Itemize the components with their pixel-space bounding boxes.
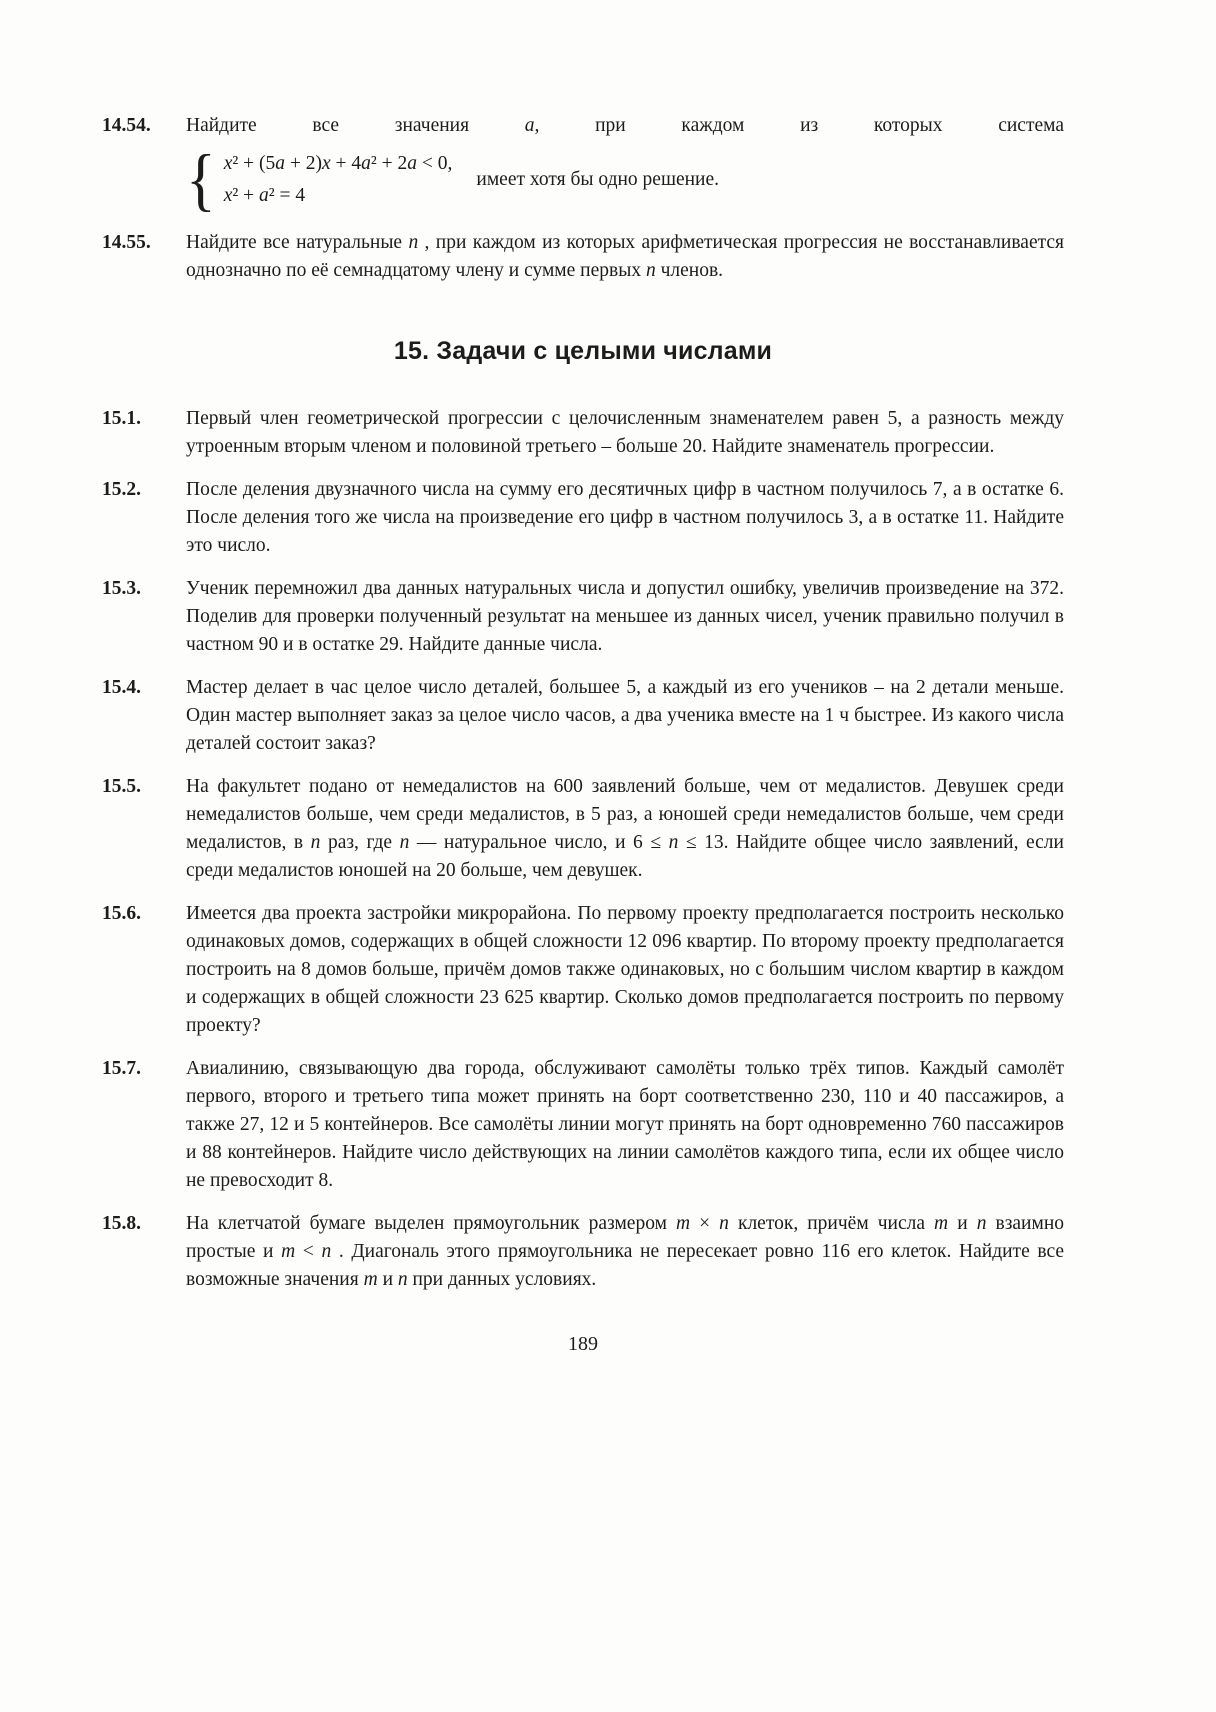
text-run: Авиалинию, связывающую два города, обслуживают самолёты только трёх типов. Каждый самолёт первого, второго и третьего типа может принять на борт соответственно 230, 110 и 40 пассажиров, а также 27, 12 и 5 контейнеров. Все самолёты линии могут принять на борт одновременно 760 пассажиров и 88 контейнеров. Найдите число действующих на линии самолётов каждого типа, если их общее число не превосходит 8. <box>186 1058 1064 1191</box>
text-run: ≤ 13. Найдите общее число заявлений, если среди медалистов юношей на 20 больше, чем девушек. <box>186 832 1064 881</box>
text-run: < 0, <box>417 153 453 174</box>
variable-text: n <box>399 832 410 853</box>
system-lines <box>224 148 453 212</box>
problem-number: 15.8. <box>102 1213 141 1234</box>
text-run: — натуральное число, и 6 ≤ <box>409 832 669 853</box>
problem-item <box>102 1210 1064 1294</box>
problem-item <box>102 405 1064 461</box>
problem-item <box>102 229 1064 285</box>
text-run: , при каждом из которых арифметическая прогрессия не восстанавливается однозначно по её семнадцатому члену и сумме первых <box>186 232 1064 281</box>
text-run: + 4 <box>330 153 362 174</box>
variable-text: a <box>361 153 371 174</box>
text-run: × <box>690 1213 720 1234</box>
variable-text: m <box>675 1213 691 1234</box>
variable-text: m <box>363 1269 378 1290</box>
text-run: + 2) <box>285 153 323 174</box>
text-run: Найдите все значения <box>186 115 525 136</box>
variable-text: x <box>322 153 331 174</box>
text-run: и <box>948 1213 977 1234</box>
text-run: ² = 4 <box>268 185 306 206</box>
text-run: < <box>295 1241 322 1262</box>
problem-number: 15.2. <box>102 479 141 500</box>
problem-item <box>102 773 1064 885</box>
variable-text: n <box>645 260 656 281</box>
problem-text <box>186 1055 1064 1195</box>
problem-number: 14.54. <box>102 115 151 136</box>
text-run: Ученик перемножил два данных натуральных числа и допустил ошибку, увеличив произведение на 372. Поделив для проверки полученный результат на меньшее из данных чисел, ученик правильно получил в частном 90 и в остатке 29. Найдите данные числа. <box>186 578 1064 655</box>
text-run: Имеется два проекта застройки микрорайона. По первому проекту предполагается построить несколько одинаковых домов, содержащих в общей сложности 12 096 квартир. По второму проекту предполагается построить на 8 домов больше, причём домов также одинаковых, но с большим числом квартир в каждом и содержащих в общей сложности 23 625 квартир. Сколько домов предполагается построить по первому проекту? <box>186 903 1064 1036</box>
page-number: 189 <box>568 1333 598 1355</box>
variable-text: n <box>310 832 321 853</box>
system-line <box>224 148 453 180</box>
text-run: ² + (5 <box>232 153 276 174</box>
problem-item <box>102 900 1064 1040</box>
intro-line <box>186 112 1064 140</box>
text-run: раз, где <box>320 832 400 853</box>
section-heading: 15. Задачи с целыми числами <box>393 337 773 365</box>
equation-system <box>186 141 1064 219</box>
variable-text: m <box>934 1213 949 1234</box>
problem-number: 15.3. <box>102 578 141 599</box>
problem-number: 14.55. <box>102 232 151 253</box>
variable-text: n <box>397 1269 408 1290</box>
problem-text <box>186 674 1064 758</box>
problem-text <box>186 1210 1064 1294</box>
text-run: На клетчатой бумаге выделен прямоугольник размером <box>186 1213 676 1234</box>
variable-text: x <box>223 185 233 206</box>
text-run: при данных условиях. <box>407 1269 597 1290</box>
variable-text: m <box>281 1241 296 1262</box>
text-run: На факультет подано от немедалистов на 600 заявлений больше, чем от медалистов. Девушек среди немедалистов больше, чем среди медалистов, в 5 раз, а юношей среди немедалистов больше, чем среди медалистов, в <box>186 776 1064 853</box>
text-run: После деления двузначного числа на сумму его десятичных цифр в частном получилось 7, а в остатке 6. После деления того же числа на произведение его цифр в частном получилось 3, а в остатке 11. Найдите это число. <box>186 479 1064 556</box>
text-run: ² + <box>232 185 260 206</box>
variable-text: a <box>275 153 286 174</box>
problems-list-top <box>102 112 1064 285</box>
problem-item <box>102 1055 1064 1195</box>
problem-number: 15.4. <box>102 677 141 698</box>
system-line <box>224 180 453 212</box>
variable-text: n <box>719 1213 729 1234</box>
problem-number: 15.7. <box>102 1058 141 1079</box>
text-run: ² + 2 <box>370 153 408 174</box>
variable-text: n <box>976 1213 987 1234</box>
system-tail: имеет хотя бы одно решение. <box>476 169 720 190</box>
variable-text: a <box>407 153 418 174</box>
text-run: взаимно простые и <box>186 1213 1065 1262</box>
problem-text <box>186 900 1064 1040</box>
variable-text: a <box>259 185 269 206</box>
problem-text <box>186 476 1064 560</box>
text-run: , при каждом из которых система <box>534 115 1064 136</box>
variable-text: x <box>223 153 233 174</box>
variable-text: n <box>668 832 679 853</box>
variable-text: n <box>408 232 419 253</box>
problem-text <box>186 112 1064 219</box>
problem-number: 15.6. <box>102 903 141 924</box>
text-run: Первый член геометрической прогрессии с целочисленным знаменателем равен 5, а разность между утроенным вторым членом и половиной третьего – больше 20. Найдите знаменатель прогрессии. <box>186 408 1064 457</box>
variable-text: n <box>321 1241 332 1262</box>
text-run: . Диагональ этого прямоугольника не пересекает ровно 116 его клеток. Найдите все возможные значения <box>186 1241 1065 1290</box>
problem-text <box>186 405 1064 461</box>
problem-number: 15.5. <box>102 776 141 797</box>
problem-item <box>102 476 1064 560</box>
problem-text <box>186 229 1064 285</box>
text-run: членов. <box>655 260 724 281</box>
problem-number: 15.1. <box>102 408 141 429</box>
variable-text: a <box>524 115 535 136</box>
text-run: и <box>377 1269 398 1290</box>
problem-item <box>102 674 1064 758</box>
text-run: клеток, причём числа <box>728 1213 935 1234</box>
problem-text <box>186 575 1064 659</box>
text-run: Мастер делает в час целое число деталей, большее 5, а каждый из его учеников – на 2 детали меньше. Один мастер выполняет заказ за целое число часов, а два ученика вместе на 1 ч быстрее. Из какого числа деталей состоит заказ? <box>186 677 1064 754</box>
problem-item <box>102 112 1064 219</box>
problem-text <box>186 773 1064 885</box>
problems-list <box>102 405 1064 1294</box>
system-brace: { <box>186 141 216 219</box>
text-run: Найдите все натуральные <box>186 232 409 253</box>
problem-item <box>102 575 1064 659</box>
